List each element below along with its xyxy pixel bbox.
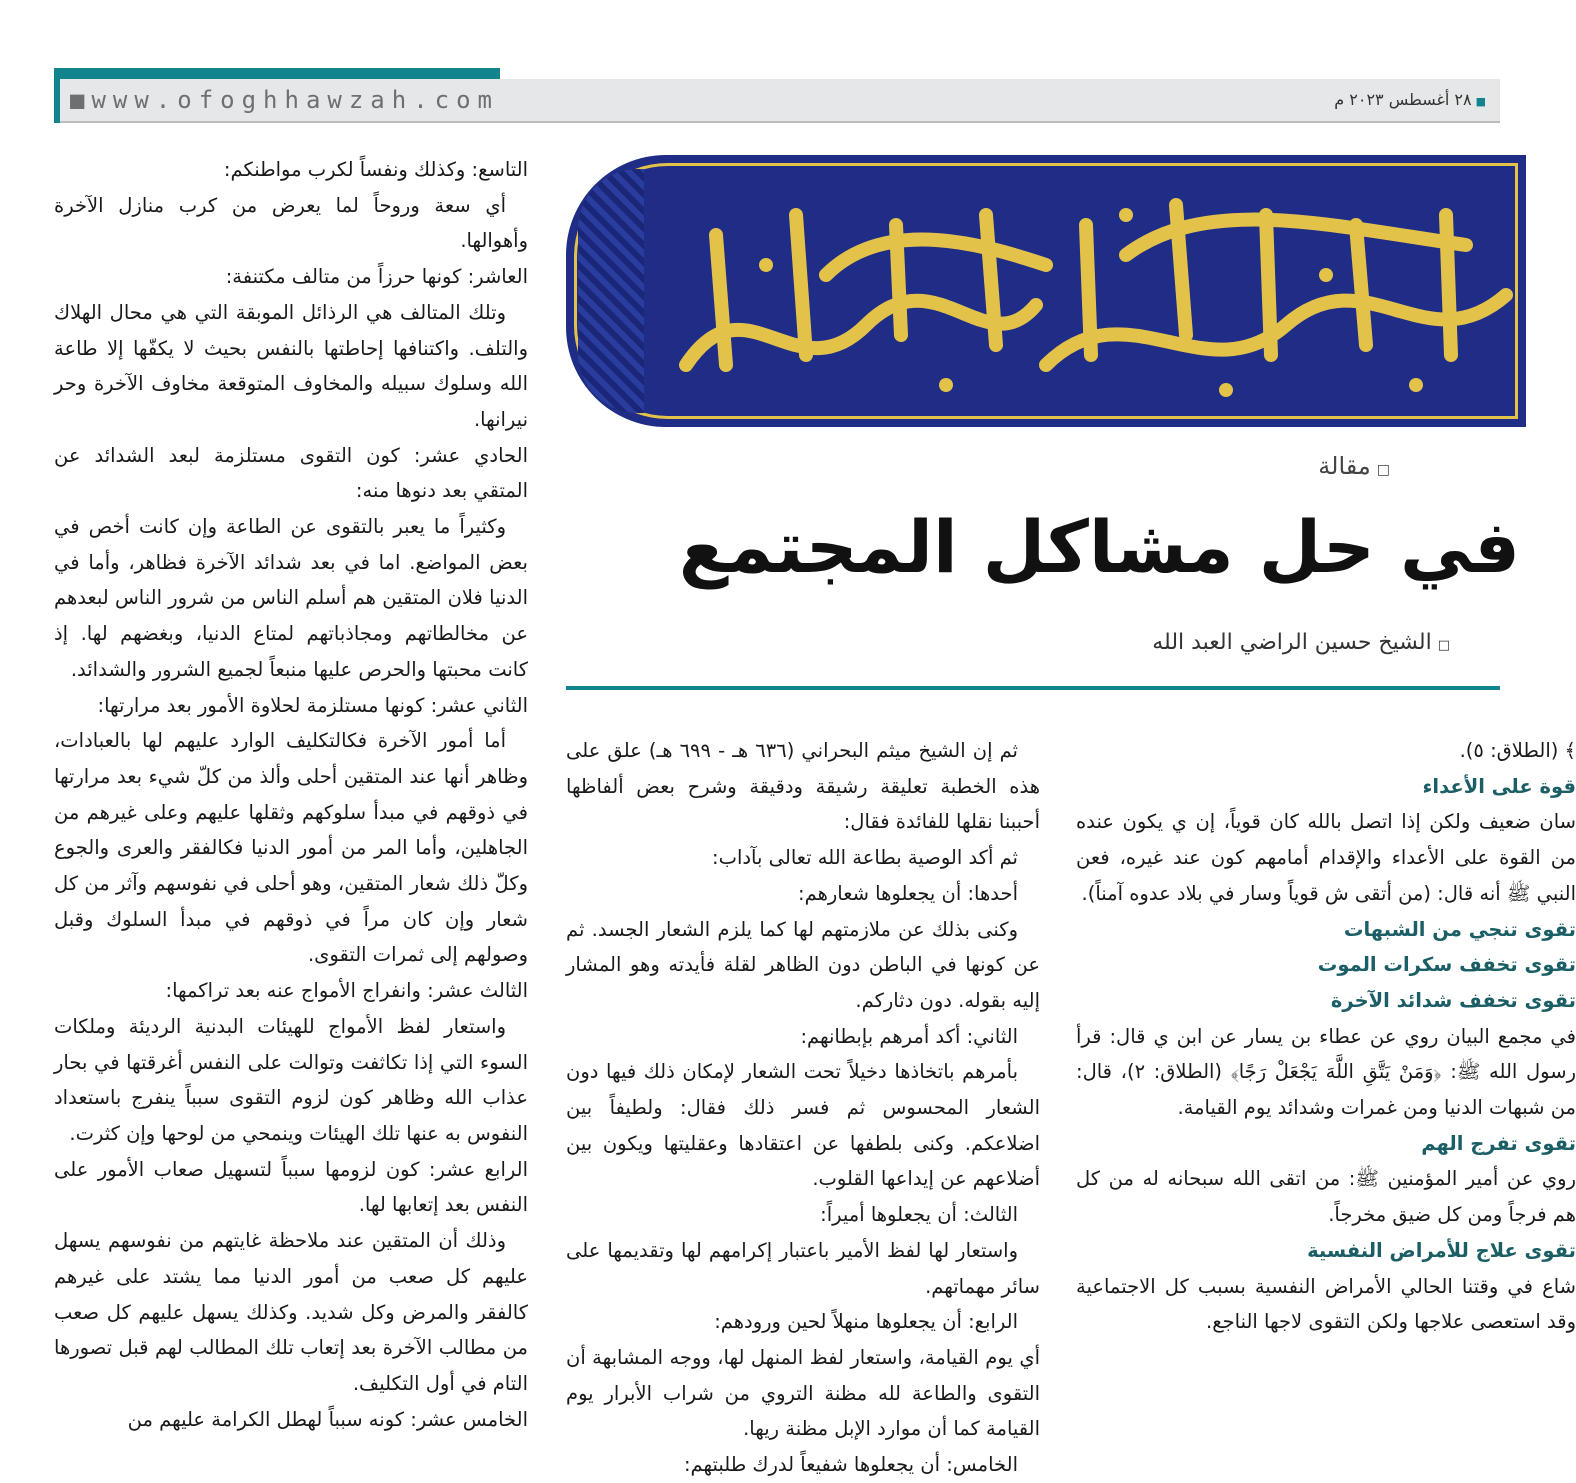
article-author-text: الشيخ حسين الراضي العبد الله (1152, 630, 1432, 655)
paragraph: سان ضعيف ولكن إذا اتصل بالله كان قوياً، إن ي يكون عنده من القوة على الأعداء والإقدام أمامهم كون عند غيره، فعن النبي ﷺ أنه قال: (من أتقى ش قوياً وسار في بلاد عدوه آمناً). (1076, 810, 1576, 905)
section-subheading: تقوى تفرج الهم (1421, 1131, 1576, 1155)
site-url: ■www.ofoghhawzah.com (70, 86, 499, 114)
article-headline: في حل مشاكل المجتمع (678, 505, 1520, 589)
paragraph: التاسع: وكذلك ونفساً لكرب مواطنكم: (223, 158, 528, 181)
paragraph: الرابع: أن يجعلوها منهلاً لحين ورودهم: (714, 1310, 1018, 1334)
paragraph: الثالث عشر: وانفراج الأمواج عنه بعد تراكمها: (165, 979, 528, 1003)
header-accent-bar (54, 68, 500, 79)
text-column-right (1076, 733, 1576, 1340)
section-subheading: قوة على الأعداء (1422, 774, 1576, 798)
paragraph: روي عن أمير المؤمنين ﷺ: من اتقى الله سبحانه له من كل هم فرجاً ومن كل ضيق مخرجاً. (1076, 1167, 1576, 1227)
section-subheading: تقوى تخفف سكرات الموت (1317, 953, 1576, 977)
paragraph: وكنى بذلك عن ملازمتهم لها كما يلزم الشعار الجسد. ثم عن كونها في الباطن دون الظاهر لقلة فأيدته وهو المشار إليه بقوله. دون دثاركم. (566, 917, 1040, 1012)
paragraph: العاشر: كونها حرزاً من متالف مكتنفة: (225, 265, 528, 289)
paragraph: بأمرهم باتخاذها دخيلاً تحت الشعار لإمكان ذلك فيها دون الشعار المحسوس ثم فسر ذلك فقال: ولطيفاً بين اضلاعكم. وكنى بلطفها عن اعتقادها وعقليتها ويكون بين أضلاعهم عن إيداعها القلوب. (566, 1060, 1040, 1191)
site-url-text: www.ofoghhawzah.com (91, 86, 499, 114)
text-column-middle (566, 733, 1040, 1483)
headline-divider (566, 686, 1500, 690)
paragraph: الرابع عشر: كون لزومها سبباً لتسهيل صعاب الأمور على النفس بعد إتعابها لها. (54, 1157, 528, 1217)
paragraph: الحادي عشر: كون التقوى مستلزمة لبعد الشدائد عن المتقي بعد دنوها منه: (54, 443, 528, 503)
paragraph: في مجمع البيان روي عن عطاء بن يسار عن ابن ي قال: قرأ رسول الله ﷺ: ﴿وَمَنْ يَتَّقِ اللَّهَ يَجْعَلْ رَجًا﴾ (الطلاق: ٢)، قال: من شبهات الدنيا ومن غمرات وشدائد يوم القيامة. (1076, 1024, 1576, 1120)
article-kicker-text: مقالة (1318, 452, 1371, 480)
paragraph: واستعار لها لفظ الأمير باعتبار إكرامهم لها وتقديمها على سائر مهماتهم. (566, 1238, 1040, 1298)
paragraph: ثم إن الشيخ ميثم البحراني (٦٣٦ هـ - ٦٩٩ هـ) علق على هذه الخطبة تعليقة رشيقة ودقيقة وشرح بعض ألفاظها أحببنا نقلها للفائدة فقال: (566, 739, 1040, 834)
section-subheading: تقوى علاج للأمراض النفسية (1307, 1238, 1576, 1262)
bullet-square-icon: □ (1376, 462, 1390, 478)
bullet-square-icon: □ (1437, 638, 1450, 653)
paragraph: الخامس عشر: كونه سبباً لهطل الكرامة عليهم من (127, 1407, 528, 1431)
text-column-left (54, 152, 528, 1437)
section-subheading: تقوى تنجي من الشبهات (1343, 917, 1576, 941)
paragraph: الثاني عشر: كونها مستلزمة لحلاوة الأمور بعد مرارتها: (97, 693, 528, 717)
paragraph: أي يوم القيامة، واستعار لفظ المنهل لها، ووجه المشابهة أن التقوى والطاعة لله مظنة التروي من شراب الأبرار يوم القيامة كما أن موارد الإبل مظنة ريها. (566, 1345, 1040, 1441)
paragraph: ثم أكد الوصية بطاعة الله تعالى بآداب: (712, 846, 1018, 870)
calligraphy-icon (566, 155, 1526, 427)
paragraph: وتلك المتالف هي الرذائل الموبقة التي هي محال الهلاك والتلف. واكتنافها إحاطتها بالنفس بحيث لا يكفّها إلا طاعة الله وسلوك سبيله والمخاوف المتوقعة مخاوف الآخرة وحر نيرانها. (54, 300, 528, 431)
paragraph: واستعار لفظ الأمواج للهيئات البدنية الرديئة وملكات السوء التي إذا تكاثفت وتوالت على النفس أغرقتها في بحار عذاب الله وظاهر كون لزوم التقوى سبباً ينفرج باستعداد النفوس به عنها تلك الهيئات وينمحي من لوحها وإن كثرت. (54, 1014, 528, 1145)
paragraph: الثاني: أكد أمرهم بإبطانهم: (800, 1024, 1018, 1048)
section-subheading: تقوى تخفف شدائد الآخرة (1330, 988, 1576, 1012)
paragraph: وذلك أن المتقين عند ملاحظة غايتهم من نفوسهم يسهل عليهم كل صعب من أمور الدنيا مما يشتد على غيرهم كالفقر والمرض وكل شديد. وكذلك يسهل عليهم كل صعب من مطالب الآخرة بعد إتعاب تلك المطالب لهم قبل تصورها التام في أول التكليف. (54, 1229, 528, 1395)
paragraph: أما أمور الآخرة فكالتكليف الوارد عليهم لها بالعبادات، وظاهر أنها عند المتقين أحلى وألذ من كلّ شيء بعد مرارتها في ذوقهم في مبدأ سلوكهم وثقلها عليهم وعلى غيرهم من الجاهلين، وأما المر من أمور الدنيا فكالفقر والعرى والجوع وكلّ ذلك شعار المتقين، وهو أحلى في نفوسهم وآثر من كل شعار وإن كان مراً في ذوقهم في مبدأ السلوك وقبل وصولهم إلى ثمرات التقوى. (54, 729, 528, 967)
article-author (1100, 630, 1450, 655)
paragraph: الخامس: أن يجعلوها شفيعاً لدرك طلبتهم: (683, 1453, 1018, 1477)
bullet-square-icon: ■ (1475, 95, 1486, 108)
paragraph: شاع في وقتنا الحالي الأمراض النفسية بسبب كل الاجتماعية وقد استعصى علاجها ولكن التقوى لاجها الناجع. (1076, 1274, 1576, 1334)
issue-date-text: ٢٨ أغسطس ٢٠٢٣ م (1334, 90, 1472, 109)
paragraph: أي سعة وروحاً لما يعرض من كرب منازل الآخرة وأهوالها. (54, 193, 528, 253)
calligraphy-banner (566, 155, 1526, 427)
paragraph: أحدها: أن يجعلوها شعارهم: (798, 881, 1018, 905)
paragraph: ﴾ (الطلاق: ٥). (1459, 739, 1576, 762)
paragraph: الثالث: أن يجعلوها أميراً: (820, 1203, 1018, 1227)
article-kicker (1230, 452, 1390, 480)
issue-date (1334, 90, 1486, 109)
header-left-accent (54, 79, 60, 123)
paragraph: وكثيراً ما يعبر بالتقوى عن الطاعة وإن كانت أخص في بعض المواضع. اما في بعد شدائد الآخرة فظاهر، وأما في الدنيا فلان المتقين هم أسلم الناس من شرور الناس لبعدهم عن مخالطاتهم ومجاذباتهم لمتاع الدنيا، وبغضهم لها. إذ كانت محبتها والحرص عليها منبعاً لجميع الشرور والشدائد. (54, 515, 528, 681)
